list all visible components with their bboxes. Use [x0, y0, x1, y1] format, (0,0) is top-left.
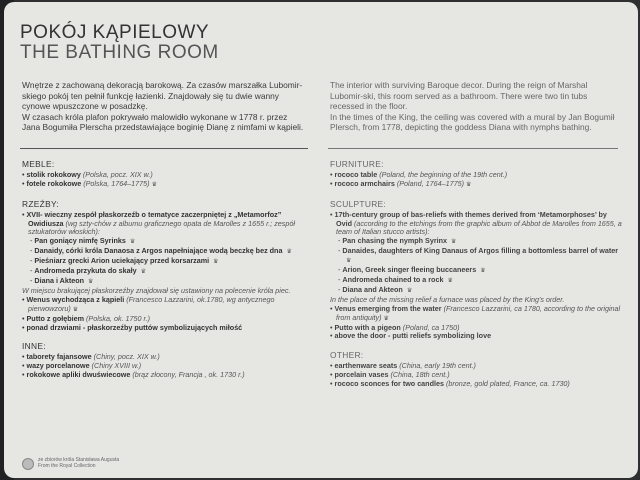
- item-title: fotele rokokowe: [26, 178, 82, 188]
- english-column: [330, 160, 622, 399]
- section-heading: RZEŹBY:: [22, 198, 60, 209]
- bullet-icon: -: [30, 256, 35, 266]
- item-title: Danaides, daughters of King Danaus of Argos filling a bottomless barrel of water: [342, 246, 619, 256]
- item-detail: (wg szty-chów z albumu graficznego opata de Marolles z 1655 r.; zespół sztukatorów włoskich):: [28, 218, 295, 237]
- bullet-icon: -: [338, 246, 343, 256]
- item-title: Diana i Akteon: [34, 275, 85, 285]
- item-detail: (Poland, the beginning of the 19th cent.): [379, 169, 508, 179]
- crown-icon: ♛: [151, 181, 157, 188]
- bullet-icon: •: [330, 322, 335, 332]
- section: [330, 160, 622, 190]
- crown-icon: ♛: [129, 239, 136, 246]
- royal-collection-logo-icon: [22, 458, 34, 470]
- bullet-icon: •: [330, 303, 335, 313]
- item-title: Andromeda chained to a rock: [342, 274, 444, 284]
- divider-english: [328, 148, 618, 149]
- list-item: [22, 324, 312, 333]
- bullet-icon: -: [30, 266, 35, 276]
- item-title: Pieśniarz grecki Arion uciekający przed korsarzami: [34, 256, 210, 266]
- item-title: rokokowe aplikі dwuświecowe: [26, 370, 131, 380]
- crown-icon: ♛: [447, 277, 453, 284]
- list-item: [330, 180, 622, 190]
- list-item: [330, 247, 622, 266]
- bullet-icon: -: [338, 265, 343, 275]
- bullet-icon: •: [22, 361, 27, 371]
- item-title: earthenware seats: [334, 361, 398, 371]
- bullet-icon: -: [338, 236, 343, 246]
- list-item: [22, 371, 312, 380]
- section-heading: SCULPTURE:: [330, 198, 387, 209]
- bullet-icon: •: [330, 370, 335, 380]
- crown-icon: ♛: [88, 278, 94, 285]
- list-item: [330, 305, 622, 324]
- item-detail: (Polska, ok. 1750 r.): [86, 313, 151, 323]
- bullet-icon: •: [22, 352, 27, 362]
- intro-paragraph: Wnętrze z zachowaną dekoracją barokową. Za czasów marszałka Lubomir-skiego pokój ten pełnił funkcję łazienki. Znajdowały się tu dwie wanny cynowe wpuszczone w posadzkę.: [22, 80, 303, 112]
- footer-line: From the Royal Collection: [38, 463, 96, 469]
- intro-paragraph: The interior with surviving Baroque decor. During the reign of Marshal Lubomir-ski, this room served as a bathroom. There were two tin tubs recessed in the floor.: [330, 80, 588, 112]
- crown-icon: ♛: [140, 269, 147, 276]
- item-detail: (bronze, gold plated, France, ca. 1730): [445, 379, 570, 389]
- item-detail: (Francesco Lazzarini, ca 1780, according to the original from antiquity): [336, 303, 621, 322]
- crown-icon: ♛: [480, 268, 486, 275]
- item-title: rococo armchairs: [334, 178, 395, 188]
- item-title: Diana and Akteon: [342, 284, 403, 294]
- item-title: rococo table: [334, 169, 378, 179]
- crown-icon: ♛: [213, 259, 219, 266]
- item-title: Pan goniący nimfę Syrinks: [34, 236, 126, 246]
- item-title: Pan chasing the nymph Syrinx: [342, 236, 448, 246]
- bullet-icon: •: [330, 379, 335, 389]
- item-detail: (Polska, 1764–1775): [83, 178, 150, 188]
- bullet-icon: •: [22, 209, 27, 219]
- footer-line: ze zbiorów króla Stanisława Augusta: [38, 457, 120, 463]
- polish-column: [22, 160, 312, 390]
- item-title: ponad drzwiami - płaskorzeźby puttów symbolizujących miłość: [26, 322, 243, 332]
- title-english: THE BATHING ROOM: [20, 42, 219, 63]
- section-heading: INNE:: [22, 341, 46, 352]
- bullet-icon: •: [22, 294, 27, 304]
- bullet-icon: -: [30, 236, 35, 246]
- item-detail: (brąz złocony, Francja , ok. 1730 r.): [132, 370, 245, 380]
- item-detail: (Poland, 1764–1775): [396, 178, 464, 188]
- item-detail: W miejscu brakującej płaskorzeźby znajdował się ustawiony na polecenie króla piec.: [22, 285, 291, 295]
- item-title: Putto with a pigeon: [334, 322, 401, 332]
- section: [330, 351, 622, 389]
- bullet-icon: •: [22, 370, 27, 380]
- bullet-icon: •: [22, 169, 27, 179]
- item-title: XVII- wieczny zespół płaskorzeźb o tematyce zaczerpniętej z „Metamorfoz” Owidiusza: [26, 209, 282, 228]
- bullet-icon: •: [330, 209, 335, 219]
- crown-icon: ♛: [465, 181, 472, 188]
- item-title: porcelain vases: [334, 370, 389, 380]
- item-title: taborety fajansowe: [26, 352, 92, 362]
- section: [22, 160, 312, 190]
- item-title: Putto z gołębiem: [26, 313, 85, 323]
- list-item: [330, 211, 622, 238]
- intro-english: [330, 80, 622, 133]
- item-title: rococo sconces for two candles: [334, 379, 444, 389]
- item-detail: (Chiny, pocz. XIX w.): [93, 352, 160, 362]
- bullet-icon: -: [338, 284, 343, 294]
- item-detail: (Poland, ca 1750): [402, 322, 460, 332]
- intro-paragraph: In the times of the King, the ceiling was covered with a mural by Jan Bogumił Plersch, from 1778, depicting the goddess Diana with nymphs bathing.: [330, 111, 615, 133]
- bullet-icon: •: [22, 322, 27, 332]
- bullet-icon: -: [338, 274, 343, 284]
- section: [330, 200, 622, 342]
- item-detail: (Francesco Lazzarini, ok.1780, wg antycznego pierwowzoru): [28, 294, 275, 313]
- list-item: [22, 211, 312, 238]
- divider-polish: [20, 148, 308, 149]
- crown-icon: ♛: [286, 249, 292, 256]
- crown-icon: ♛: [406, 287, 413, 294]
- item-detail: (according to the etchings from the graphic album of Abbot de Marolles from 1655, a team of Italian stucco artists):: [336, 218, 622, 237]
- section-heading: OTHER:: [330, 350, 364, 361]
- bullet-icon: •: [330, 361, 335, 371]
- crown-icon: ♛: [346, 258, 352, 265]
- list-item: [330, 380, 622, 389]
- item-detail: (Chiny XVIII w.): [91, 361, 142, 371]
- item-detail: (China, early 19th cent.): [399, 361, 476, 371]
- crown-icon: ♛: [72, 306, 79, 313]
- item-title: Wenus wychodząca z kąpieli: [26, 294, 125, 304]
- item-title: Venus emerging from the water: [334, 303, 442, 313]
- bullet-icon: •: [22, 178, 27, 188]
- item-title: stolik rokokowy: [26, 169, 81, 179]
- bullet-icon: -: [30, 246, 35, 256]
- item-detail: (Polska, pocz. XIX w.): [82, 169, 153, 179]
- bullet-icon: •: [330, 169, 335, 179]
- section: [22, 342, 312, 380]
- item-detail: (China, 18th cent.): [390, 370, 450, 380]
- bullet-icon: •: [330, 178, 335, 188]
- list-item: [330, 332, 622, 341]
- bullet-icon: •: [330, 331, 335, 341]
- item-title: Andromeda przykuta do skały: [34, 266, 137, 276]
- item-title: Danaidy, córki króla Danaosa z Argos napełniające wodą beczkę bez dna: [34, 246, 283, 256]
- list-item: [22, 180, 312, 190]
- item-title: above the door - putti reliefs symbolizing love: [334, 331, 492, 341]
- intro-polish: [22, 80, 304, 133]
- section: [22, 200, 312, 333]
- item-title: Arion, Greek singer fleeing buccaneers: [342, 265, 477, 275]
- intro-paragraph: W czasach króla plafon pokrywało malowidło wykonane w 1778 r. przez Jana Bogumiła Plerscha przedstawiające boginię Dianę z nimfami w kąpieli.: [22, 111, 304, 133]
- footer-credit: [38, 457, 119, 469]
- section-heading: FURNITURE:: [330, 159, 384, 169]
- item-detail: In the place of the missing relief a furnace was placed by the King's order.: [330, 294, 565, 304]
- bullet-icon: -: [30, 275, 35, 285]
- list-item: [22, 296, 312, 315]
- title-polish: POKÓJ KĄPIELOWY: [20, 22, 210, 43]
- bullet-icon: •: [22, 313, 27, 323]
- section-heading: MEBLE:: [22, 159, 55, 169]
- item-title: wazy porcelanowe: [26, 361, 90, 371]
- crown-icon: ♛: [383, 315, 389, 322]
- crown-icon: ♛: [451, 239, 457, 246]
- item-title: 17th-century group of bas-reliefs with themes derived from ‘Metamorphoses’ by Ovid: [334, 209, 607, 228]
